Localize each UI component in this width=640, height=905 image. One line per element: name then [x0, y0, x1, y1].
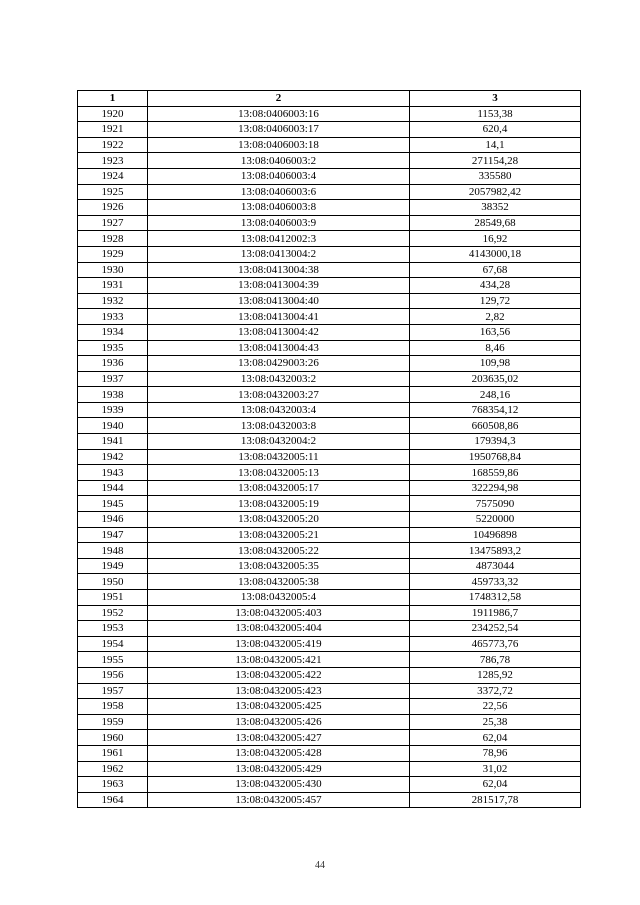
row-number-cell: 1947: [78, 527, 148, 543]
table-row: [78, 200, 581, 216]
value-cell: 234252,54: [410, 621, 581, 637]
row-number-cell: 1929: [78, 246, 148, 262]
row-number-cell: 1955: [78, 652, 148, 668]
cadastral-number-cell: 13:08:0432005:429: [148, 761, 410, 777]
table-row: [78, 636, 581, 652]
table-row: [78, 792, 581, 808]
row-number-cell: 1932: [78, 293, 148, 309]
row-number-cell: 1937: [78, 371, 148, 387]
table-row: [78, 761, 581, 777]
row-number-cell: 1921: [78, 122, 148, 138]
table-body: [78, 106, 581, 808]
table-row: [78, 667, 581, 683]
cadastral-number-cell: 13:08:0406003:18: [148, 137, 410, 153]
value-cell: 322294,98: [410, 480, 581, 496]
cadastral-number-cell: 13:08:0429003:26: [148, 356, 410, 372]
value-cell: 31,02: [410, 761, 581, 777]
table-row: [78, 387, 581, 403]
cadastral-number-cell: 13:08:0432005:20: [148, 512, 410, 528]
cadastral-number-cell: 13:08:0432003:2: [148, 371, 410, 387]
value-cell: 660508,86: [410, 418, 581, 434]
row-number-cell: 1943: [78, 465, 148, 481]
row-number-cell: 1928: [78, 231, 148, 247]
cadastral-number-cell: 13:08:0432005:22: [148, 543, 410, 559]
table-row: [78, 418, 581, 434]
value-cell: 38352: [410, 200, 581, 216]
table-row: [78, 324, 581, 340]
cadastral-number-cell: 13:08:0432005:428: [148, 745, 410, 761]
table-row: [78, 434, 581, 450]
cadastral-number-cell: 13:08:0413004:41: [148, 309, 410, 325]
table-row: [78, 215, 581, 231]
table-row: [78, 543, 581, 559]
table-row: [78, 293, 581, 309]
row-number-cell: 1942: [78, 449, 148, 465]
table-row: [78, 590, 581, 606]
table-row: [78, 106, 581, 122]
value-cell: 335580: [410, 168, 581, 184]
table-row: [78, 246, 581, 262]
table-header: [78, 91, 581, 107]
row-number-cell: 1939: [78, 402, 148, 418]
cadastral-number-cell: 13:08:0432005:38: [148, 574, 410, 590]
value-cell: 10496898: [410, 527, 581, 543]
cadastral-number-cell: 13:08:0432005:13: [148, 465, 410, 481]
table-row: [78, 122, 581, 138]
row-number-cell: 1931: [78, 278, 148, 294]
cadastral-number-cell: 13:08:0413004:2: [148, 246, 410, 262]
table-row: [78, 371, 581, 387]
value-cell: 1911986,7: [410, 605, 581, 621]
table-row: [78, 480, 581, 496]
cadastral-number-cell: 13:08:0413004:43: [148, 340, 410, 356]
table-row: [78, 652, 581, 668]
value-cell: 179394,3: [410, 434, 581, 450]
cadastral-number-cell: 13:08:0432005:4: [148, 590, 410, 606]
table-row: [78, 449, 581, 465]
cadastral-number-cell: 13:08:0432005:421: [148, 652, 410, 668]
cadastral-number-cell: 13:08:0413004:40: [148, 293, 410, 309]
row-number-cell: 1930: [78, 262, 148, 278]
table-row: [78, 278, 581, 294]
row-number-cell: 1959: [78, 714, 148, 730]
value-cell: 109,98: [410, 356, 581, 372]
table-row: [78, 699, 581, 715]
cadastral-number-cell: 13:08:0432005:423: [148, 683, 410, 699]
value-cell: 786,78: [410, 652, 581, 668]
value-cell: 2,82: [410, 309, 581, 325]
row-number-cell: 1963: [78, 777, 148, 793]
table-row: [78, 168, 581, 184]
row-number-cell: 1924: [78, 168, 148, 184]
value-cell: 28549,68: [410, 215, 581, 231]
table-row: [78, 527, 581, 543]
table-row: [78, 402, 581, 418]
cadastral-number-cell: 13:08:0406003:8: [148, 200, 410, 216]
row-number-cell: 1936: [78, 356, 148, 372]
table-row: [78, 496, 581, 512]
row-number-cell: 1962: [78, 761, 148, 777]
row-number-cell: 1949: [78, 558, 148, 574]
cadastral-number-cell: 13:08:0432005:404: [148, 621, 410, 637]
cadastral-number-cell: 13:08:0432005:457: [148, 792, 410, 808]
data-table: [77, 90, 581, 808]
row-number-cell: 1934: [78, 324, 148, 340]
value-cell: 2057982,42: [410, 184, 581, 200]
cadastral-number-cell: 13:08:0432005:419: [148, 636, 410, 652]
cadastral-number-cell: 13:08:0432003:27: [148, 387, 410, 403]
cadastral-number-cell: 13:08:0406003:6: [148, 184, 410, 200]
row-number-cell: 1946: [78, 512, 148, 528]
value-cell: 248,16: [410, 387, 581, 403]
cadastral-number-cell: 13:08:0432005:35: [148, 558, 410, 574]
value-cell: 25,38: [410, 714, 581, 730]
row-number-cell: 1957: [78, 683, 148, 699]
cadastral-number-cell: 13:08:0432005:21: [148, 527, 410, 543]
value-cell: 129,72: [410, 293, 581, 309]
row-number-cell: 1961: [78, 745, 148, 761]
value-cell: 465773,76: [410, 636, 581, 652]
value-cell: 1285,92: [410, 667, 581, 683]
cadastral-number-cell: 13:08:0432003:8: [148, 418, 410, 434]
cadastral-number-cell: 13:08:0406003:9: [148, 215, 410, 231]
cadastral-number-cell: 13:08:0432005:422: [148, 667, 410, 683]
table-row: [78, 745, 581, 761]
value-cell: 203635,02: [410, 371, 581, 387]
cadastral-number-cell: 13:08:0432004:2: [148, 434, 410, 450]
value-cell: 434,28: [410, 278, 581, 294]
table-row: [78, 309, 581, 325]
page-number: 44: [315, 860, 325, 871]
row-number-cell: 1950: [78, 574, 148, 590]
cadastral-number-cell: 13:08:0413004:42: [148, 324, 410, 340]
value-cell: 13475893,2: [410, 543, 581, 559]
table-row: [78, 621, 581, 637]
cadastral-number-cell: 13:08:0413004:38: [148, 262, 410, 278]
value-cell: 271154,28: [410, 153, 581, 169]
row-number-cell: 1945: [78, 496, 148, 512]
table-row: [78, 465, 581, 481]
value-cell: 78,96: [410, 745, 581, 761]
table-row: [78, 340, 581, 356]
cadastral-number-cell: 13:08:0432005:403: [148, 605, 410, 621]
table-row: [78, 262, 581, 278]
cadastral-number-cell: 13:08:0406003:17: [148, 122, 410, 138]
row-number-cell: 1920: [78, 106, 148, 122]
table-row: [78, 730, 581, 746]
row-number-cell: 1958: [78, 699, 148, 715]
table-row: [78, 184, 581, 200]
value-cell: 8,46: [410, 340, 581, 356]
row-number-cell: 1952: [78, 605, 148, 621]
table-row: [78, 356, 581, 372]
row-number-cell: 1940: [78, 418, 148, 434]
row-number-cell: 1935: [78, 340, 148, 356]
value-cell: 1950768,84: [410, 449, 581, 465]
row-number-cell: 1953: [78, 621, 148, 637]
value-cell: 281517,78: [410, 792, 581, 808]
value-cell: 22,56: [410, 699, 581, 715]
cadastral-number-cell: 13:08:0432005:427: [148, 730, 410, 746]
row-number-cell: 1938: [78, 387, 148, 403]
table-row: [78, 558, 581, 574]
row-number-cell: 1923: [78, 153, 148, 169]
row-number-cell: 1922: [78, 137, 148, 153]
value-cell: 459733,32: [410, 574, 581, 590]
row-number-cell: 1951: [78, 590, 148, 606]
table-row: [78, 153, 581, 169]
row-number-cell: 1956: [78, 667, 148, 683]
table-row: [78, 574, 581, 590]
cadastral-number-cell: 13:08:0432005:11: [148, 449, 410, 465]
table-row: [78, 605, 581, 621]
cadastral-number-cell: 13:08:0432005:425: [148, 699, 410, 715]
row-number-cell: 1926: [78, 200, 148, 216]
value-cell: 1748312,58: [410, 590, 581, 606]
header-row: [78, 91, 581, 107]
value-cell: 62,04: [410, 730, 581, 746]
value-cell: 7575090: [410, 496, 581, 512]
row-number-cell: 1941: [78, 434, 148, 450]
cadastral-number-cell: 13:08:0432005:430: [148, 777, 410, 793]
value-cell: 163,56: [410, 324, 581, 340]
row-number-cell: 1960: [78, 730, 148, 746]
value-cell: 62,04: [410, 777, 581, 793]
value-cell: 1153,38: [410, 106, 581, 122]
cadastral-number-cell: 13:08:0432005:426: [148, 714, 410, 730]
table-row: [78, 683, 581, 699]
header-cell-col3: 3: [410, 91, 581, 107]
row-number-cell: 1964: [78, 792, 148, 808]
table-row: [78, 512, 581, 528]
row-number-cell: 1927: [78, 215, 148, 231]
value-cell: 67,68: [410, 262, 581, 278]
value-cell: 168559,86: [410, 465, 581, 481]
value-cell: 14,1: [410, 137, 581, 153]
value-cell: 768354,12: [410, 402, 581, 418]
cadastral-number-cell: 13:08:0406003:2: [148, 153, 410, 169]
row-number-cell: 1944: [78, 480, 148, 496]
header-cell-col1: 1: [78, 91, 148, 107]
cadastral-number-cell: 13:08:0406003:16: [148, 106, 410, 122]
value-cell: 4873044: [410, 558, 581, 574]
cadastral-number-cell: 13:08:0413004:39: [148, 278, 410, 294]
value-cell: 5220000: [410, 512, 581, 528]
cadastral-number-cell: 13:08:0406003:4: [148, 168, 410, 184]
cadastral-number-cell: 13:08:0432003:4: [148, 402, 410, 418]
table-row: [78, 714, 581, 730]
value-cell: 620,4: [410, 122, 581, 138]
table-row: [78, 231, 581, 247]
cadastral-number-cell: 13:08:0432005:17: [148, 480, 410, 496]
row-number-cell: 1954: [78, 636, 148, 652]
value-cell: 16,92: [410, 231, 581, 247]
row-number-cell: 1925: [78, 184, 148, 200]
value-cell: 3372,72: [410, 683, 581, 699]
row-number-cell: 1948: [78, 543, 148, 559]
table-row: [78, 777, 581, 793]
cadastral-number-cell: 13:08:0432005:19: [148, 496, 410, 512]
cadastral-number-cell: 13:08:0412002:3: [148, 231, 410, 247]
row-number-cell: 1933: [78, 309, 148, 325]
table-row: [78, 137, 581, 153]
value-cell: 4143000,18: [410, 246, 581, 262]
header-cell-col2: 2: [148, 91, 410, 107]
